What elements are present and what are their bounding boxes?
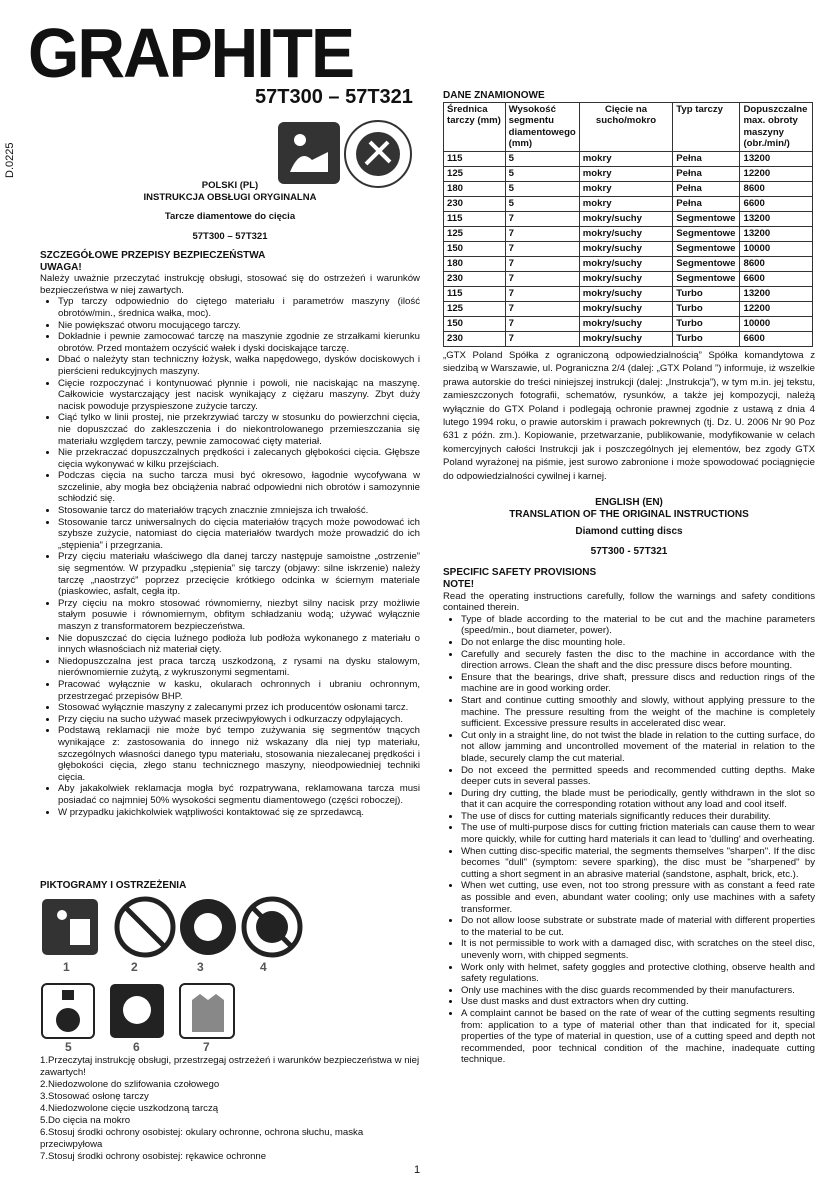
table-row <box>444 196 813 211</box>
bullet-item: • When cutting disc-specific material, the segments themselves "sharpen". If the disc becomes "dull" (symptom: severe sparking), the disc must be "sharpened" by cutting a short segment in an abrasive material (sandstone, asphalt, brick, etc.). <box>461 846 815 881</box>
picto-num-6: 6 <box>133 1040 140 1054</box>
table-cell: Segmentowe <box>673 271 740 286</box>
table-cell: 12200 <box>740 301 813 316</box>
bullet-item: • It is not permissible to work with a damaged disc, with scratches on the steel disc, unevenly worn, with chipped segments. <box>461 938 815 961</box>
table-body <box>444 151 813 346</box>
en-bullet-list <box>443 614 815 1066</box>
table-cell: Turbo <box>673 301 740 316</box>
bullet-item: • Stosować wyłącznie maszyny z zalecanymi przez ich producentów osłonami tarcz. <box>58 702 420 714</box>
table-cell: 125 <box>444 301 506 316</box>
pl-instr: INSTRUKCJA OBSŁUGI ORYGINALNA <box>143 192 317 203</box>
bullet-item: • Ciąć tylko w linii prostej, nie przekrzywiać tarczy w stosunku do powierzchni cięcia, nie dopuszczać do zakleszczenia i do niekontrolowanego przemieszczania się materiału względem tarczy, pewnie zamocować cięty materiał. <box>58 412 420 447</box>
table-cell: 5 <box>505 196 579 211</box>
table-cell: 10000 <box>740 316 813 331</box>
side-code <box>4 143 16 178</box>
legend-item: 1.Przeczytaj instrukcję obsługi, przestrzegaj ostrzeżeń i warunków bezpieczeństwa w niej zawartych! <box>40 1055 420 1078</box>
table-title: DANE ZNAMIONOWE <box>443 90 545 101</box>
table-cell: 230 <box>444 196 506 211</box>
table-cell: mokry/suchy <box>579 256 672 271</box>
brand-logo: GRAPHITE <box>28 14 354 92</box>
bullet-item: • Ensure that the bearings, drive shaft, pressure discs and reduction rings of the machine are in good working order. <box>461 672 815 695</box>
picto-legend <box>40 1055 420 1163</box>
picto-num-4: 4 <box>260 960 267 974</box>
table-cell: mokry <box>579 196 672 211</box>
table-cell: 115 <box>444 211 506 226</box>
bullet-item: • Carefully and securely fasten the disc to the machine in accordance with the direction arrows. Clean the shaft and the disc pressure discs before mounting. <box>461 649 815 672</box>
bullet-item: • Dbać o należyty stan techniczny łożysk, wałka napędowego, dysków dociskowych i pierścieni redukcyjnych maszyny. <box>58 354 420 377</box>
picto-num-1: 1 <box>63 960 70 974</box>
bullet-item: • Do not exceed the permitted speeds and recommended cutting depths. Make deeper cuts in several passes. <box>461 765 815 788</box>
legend-item: 2.Niedozwolone do szlifowania czołowego <box>40 1079 220 1090</box>
table-row <box>444 211 813 226</box>
bullet-item: • Pracować wyłącznie w kasku, okularach ochronnych i ubraniu ochronnym, przestrzegać przepisów BHP. <box>58 679 420 702</box>
table-cell: 7 <box>505 211 579 226</box>
table-cell: 12200 <box>740 166 813 181</box>
pl-title: Tarcze diamentowe do cięcia <box>164 211 296 222</box>
table-cell: mokry/suchy <box>579 286 672 301</box>
en-lang: ENGLISH (EN) <box>595 497 663 509</box>
table-cell: 230 <box>444 331 506 346</box>
pl-model: 57T300 – 57T321 <box>192 231 268 242</box>
bullet-item: • Podczas cięcia na sucho tarcza musi być okresowo, łagodnie wycofywana w szczelinie, aby mogła bez obciążenia nabrać odpowiedni nich obrotów i samozynnie schłodzić się. <box>58 470 420 505</box>
table-row <box>444 256 813 271</box>
en-note: NOTE! <box>443 579 475 590</box>
table-row <box>444 271 813 286</box>
table-cell: Pełna <box>673 181 740 196</box>
en-intro: Read the operating instructions carefully, follow the warnings and safety conditions contained therein. <box>443 590 815 614</box>
table-cell: 5 <box>505 151 579 166</box>
table-row <box>444 151 813 166</box>
table-cell: 7 <box>505 286 579 301</box>
bullet-item: • When wet cutting, use even, not too strong pressure with as constant a feed rate as possible and even, abundant water cooling; only use machines with a safety transformer. <box>461 880 815 915</box>
table-row <box>444 316 813 331</box>
picto-row-1 <box>40 895 420 970</box>
table-cell: mokry <box>579 151 672 166</box>
header-cell: Wysokość segmentu diamentowego (mm) <box>505 102 579 151</box>
header-cell: Dopuszczalne max. obroty maszyny (obr./min/) <box>740 102 813 151</box>
picto-num-7: 7 <box>203 1040 210 1054</box>
bullet-item: • Niedopuszczalna jest praca tarczą uszkodzoną, z rysami na dysku stalowym, nierównomiernie zużytą, z wykruszonymi segmentami. <box>58 656 420 679</box>
table-cell: 230 <box>444 271 506 286</box>
rating-table <box>443 102 813 347</box>
table-cell: 7 <box>505 241 579 256</box>
pl-bullet-list <box>40 296 420 818</box>
table-cell: 13200 <box>740 226 813 241</box>
bullet-item: • Przy cięciu na sucho używać masek przeciwpyłowych i odkurzaczy odpylających. <box>58 714 420 726</box>
table-cell: mokry <box>579 166 672 181</box>
en-model: 57T300 - 57T321 <box>590 545 668 557</box>
bullet-item: • Cięcie rozpoczynać i kontynuować płynnie i powoli, nie naciskając na maszynę. Całkowicie wystarczający jest nacisk wynikający z ciężaru maszyny. Zbyt duży nacisk powoduje przyspieszone zużycie tarczy. <box>58 378 420 413</box>
table-cell: 13200 <box>740 286 813 301</box>
table-cell: 7 <box>505 271 579 286</box>
table-cell: 115 <box>444 286 506 301</box>
bullet-item: • During dry cutting, the blade must be periodically, gently withdrawn in the slot so that it can acquire the corresponding rotation without any load and cool itself. <box>461 788 815 811</box>
bullet-item: • Przy cięciu materiału właściwego dla danej tarczy następuje samoistne „ostrzenie” się segmentów. W przypadku „stępienia” się tarczy (objawy: silne iskrzenie) należy tarczę „naostrzyć” poprzez przecięcie krótkiego odcinka w ściernym materiale (piaskowiec, asfalt, cegła itp. <box>58 551 420 597</box>
bullet-item: • Use dust masks and dust extractors when dry cutting. <box>461 996 815 1008</box>
picto-num-3: 3 <box>197 960 204 974</box>
pl-uwaga: UWAGA! <box>40 261 82 273</box>
bullet-item: • Do not enlarge the disc mounting hole. <box>461 637 815 649</box>
pl-lang: POLSKI (PL) <box>201 180 259 191</box>
legend-item: 7.Stosuj środki ochrony osobistej: rękawice ochronne <box>40 1151 267 1162</box>
table-row <box>444 226 813 241</box>
table-cell: Turbo <box>673 331 740 346</box>
table-cell: mokry/suchy <box>579 226 672 241</box>
pl-safety-title: SZCZEGÓŁOWE PRZEPISY BEZPIECZEŃSTWA <box>40 250 266 261</box>
legend-item: 3.Stosować osłonę tarczy <box>40 1091 149 1102</box>
picto-num-5: 5 <box>65 1040 72 1054</box>
legend-item: 4.Niedozwolone cięcie uszkodzoną tarczą <box>40 1103 219 1114</box>
table-cell: mokry/suchy <box>579 331 672 346</box>
table-cell: 7 <box>505 256 579 271</box>
table-row <box>444 166 813 181</box>
header-cell: Typ tarczy <box>673 102 740 151</box>
model-number: 57T300 – 57T321 <box>255 86 413 108</box>
table-cell: 13200 <box>740 151 813 166</box>
bullet-item: • Nie powiększać otworu mocującego tarczy. <box>58 320 420 332</box>
table-cell: Turbo <box>673 316 740 331</box>
table-header-row <box>444 102 813 151</box>
table-cell: Pełna <box>673 166 740 181</box>
table-row <box>444 301 813 316</box>
table-cell: 5 <box>505 166 579 181</box>
bullet-item: • A complaint cannot be based on the rate of wear of the cutting segments resulting from: application to a type of material other than that indicated for it, special properties of the type of material in question, use of a cutting speed and depth not recommended, poor technical condition of the machine, inadequate cutting technique. <box>461 1008 815 1066</box>
bullet-item: • Only use machines with the disc guards recommended by their manufacturers. <box>461 985 815 997</box>
legend-item: 5.Do cięcia na mokro <box>40 1115 131 1126</box>
table-row <box>444 241 813 256</box>
table-cell: Segmentowe <box>673 241 740 256</box>
table-cell: Segmentowe <box>673 226 740 241</box>
table-cell: mokry/suchy <box>579 301 672 316</box>
bullet-item: • Typ tarczy odpowiednio do ciętego materiału i parametrów maszyny (ilość obrotów/min., średnica wałka, moc). <box>58 296 420 319</box>
picto-num-2: 2 <box>131 960 138 974</box>
table-cell: Segmentowe <box>673 256 740 271</box>
bullet-item: • Work only with helmet, safety goggles and protective clothing, observe health and safety regulations. <box>461 962 815 985</box>
side-code-text: D.0225 <box>4 142 16 178</box>
picto-row-2 <box>40 980 260 1047</box>
table-cell: 180 <box>444 181 506 196</box>
bullet-item: • Do not allow loose substrate or substrate made of material with different properties to the material to be cut. <box>461 915 815 938</box>
table-cell: 10000 <box>740 241 813 256</box>
table-cell: 150 <box>444 316 506 331</box>
bullet-item: • Dokładnie i pewnie zamocować tarczę na maszynie zgodnie ze strzałkami kierunku obrotów. Przed montażem oczyścić wałek i dyski dociskające tarczę. <box>58 331 420 354</box>
rating-section <box>443 90 815 1066</box>
pl-heading <box>40 180 420 204</box>
table-cell: Pełna <box>673 196 740 211</box>
bullet-item: • Nie przekraczać dopuszczalnych prędkości i zalecanych głębokości cięcia. Głębsze cięcia wykonywać w kilku przejściach. <box>58 447 420 470</box>
table-cell: Segmentowe <box>673 211 740 226</box>
table-cell: 180 <box>444 256 506 271</box>
table-cell: 125 <box>444 226 506 241</box>
bullet-item: • Stosowanie tarcz do materiałów trących znacznie zmniejsza ich trwałość. <box>58 505 420 517</box>
copyright-text: „GTX Poland Spółka z ograniczoną odpowiedzialnością” Spółka komandytowa z siedzibą w Warszawie, ul. Pograniczna 2/4 (dalej: „GTX Poland ”) informuje, iż wszelkie prawa autorskie do treści niniejszej instrukcji (dalej: „Instrukcja”), w tym m.in. jej tekstu, zamieszczonych fotografii, schematów, rysunków, a także jej kompozycji, należą wyłącznie do GTX Poland i podlegają ochronie prawnej zgodnie z ustawą z dnia 4 lutego 1994 roku, o prawie autorskim i prawach pokrewnych (tj. Dz. U. 2006 Nr 90 Poz 631 z późn. zm.). Kopiowanie, przetwarzanie, publikowanie, modyfikowanie w celach komercyjnych całości Instrukcji jak i poszczególnych jej elementów, bez zgody GTX Poland wyrażonej na piśmie, jest surowo zabronione i może spowodować pociągnięcie do odpowiedzialności cywilnej i karnej. <box>443 349 815 482</box>
table-row <box>444 331 813 346</box>
bullet-item: • Stosowanie tarcz uniwersalnych do cięcia materiałów trących może powodować ich szybsze zużycie, natomiast do cięcia materiałów twardych może prowadzić do ich „stępienia” i przegrzania. <box>58 517 420 552</box>
header-cell: Średnica tarczy (mm) <box>444 102 506 151</box>
table-cell: 7 <box>505 226 579 241</box>
table-cell: 8600 <box>740 256 813 271</box>
table-cell: 7 <box>505 301 579 316</box>
table-cell: 6600 <box>740 196 813 211</box>
bullet-item: • Aby jakakolwiek reklamacja mogła być rozpatrywana, reklamowana tarcza musi posiadać co najmniej 50% wysokości segmentu diamentowego (części roboczej). <box>58 783 420 806</box>
table-row <box>444 181 813 196</box>
bullet-item: • Cut only in a straight line, do not twist the blade in relation to the cutting surface, do not allow jamming and uncontrolled movement of the material in relation to the blade, securely clamp the cut material. <box>461 730 815 765</box>
table-cell: 7 <box>505 331 579 346</box>
table-cell: mokry/suchy <box>579 211 672 226</box>
bullet-item: • The use of discs for cutting materials significantly reduces their durability. <box>461 811 815 823</box>
table-cell: 7 <box>505 316 579 331</box>
pl-safety-section <box>40 250 420 818</box>
bullet-item: • Start and continue cutting smoothly and slowly, without applying pressure to the machine. The pressure resulting from the weight of the machine is completely sufficient. Excessive pressure results in accelerated disc wear. <box>461 695 815 730</box>
table-cell: 150 <box>444 241 506 256</box>
bullet-item: • Nie dopuszczać do cięcia luźnego podłoża lub podłoża wykonanego z materiału o innych własnościach niż materiał cięty. <box>58 633 420 656</box>
table-cell: 8600 <box>740 181 813 196</box>
bullet-item: • Type of blade according to the material to be cut and the machine parameters (speed/min., bout diameter, power). <box>461 614 815 637</box>
picto-title: PIKTOGRAMY I OSTRZEŻENIA <box>40 880 187 891</box>
table-cell: Turbo <box>673 286 740 301</box>
table-cell: 13200 <box>740 211 813 226</box>
table-cell: Pełna <box>673 151 740 166</box>
bullet-item: • Podstawą reklamacji nie może być tempo zużywania się segmentów tnących wynikające z: zastosowania do innego niż wskazany dla niej typ materiału, szczególnych własności danego typu materiału, stosowania niezalecanej prędkości i głębokości cięcia, złego stanu technicznego maszyny, nieodpowiedniej techniki cięcia. <box>58 725 420 783</box>
table-cell: 115 <box>444 151 506 166</box>
table-cell: mokry <box>579 181 672 196</box>
pl-intro: Należy uważnie przeczytać instrukcję obsługi, stosować się do ostrzeżeń i warunków bezpieczeństwa w niej zawartych. <box>40 273 420 296</box>
header-cell: Cięcie na sucho/mokro <box>579 102 672 151</box>
table-cell: mokry/suchy <box>579 271 672 286</box>
bullet-item: • Przy cięciu na mokro stosować równomierny, niezbyt silny nacisk przy możliwie stałym posuwie i równomiernym, obfitym schładzaniu wodą; używać wyłącznie maszyn z transformatorem bezpieczeństwa. <box>58 598 420 633</box>
table-cell: 125 <box>444 166 506 181</box>
table-cell: mokry/suchy <box>579 316 672 331</box>
page-number: 1 <box>414 1164 421 1176</box>
bullet-item: • The use of multi-purpose discs for cutting friction materials can cause them to wear more quickly, while for cutting hard materials it can lead to 'dulling' and overheating. <box>461 822 815 845</box>
en-translation: TRANSLATION OF THE ORIGINAL INSTRUCTIONS <box>509 508 749 520</box>
en-title: Diamond cutting discs <box>575 526 683 538</box>
legend-item: 6.Stosuj środki ochrony osobistej: okulary ochronne, ochrona słuchu, maska przeciwpyłowa <box>40 1127 364 1150</box>
table-row <box>444 286 813 301</box>
table-cell: 6600 <box>740 331 813 346</box>
en-safety-title: SPECIFIC SAFETY PROVISIONS <box>443 567 597 579</box>
table-cell: 6600 <box>740 271 813 286</box>
table-cell: 5 <box>505 181 579 196</box>
bullet-item: • W przypadku jakichkolwiek wątpliwości kontaktować się ze sprzedawcą. <box>58 807 420 819</box>
table-cell: mokry/suchy <box>579 241 672 256</box>
